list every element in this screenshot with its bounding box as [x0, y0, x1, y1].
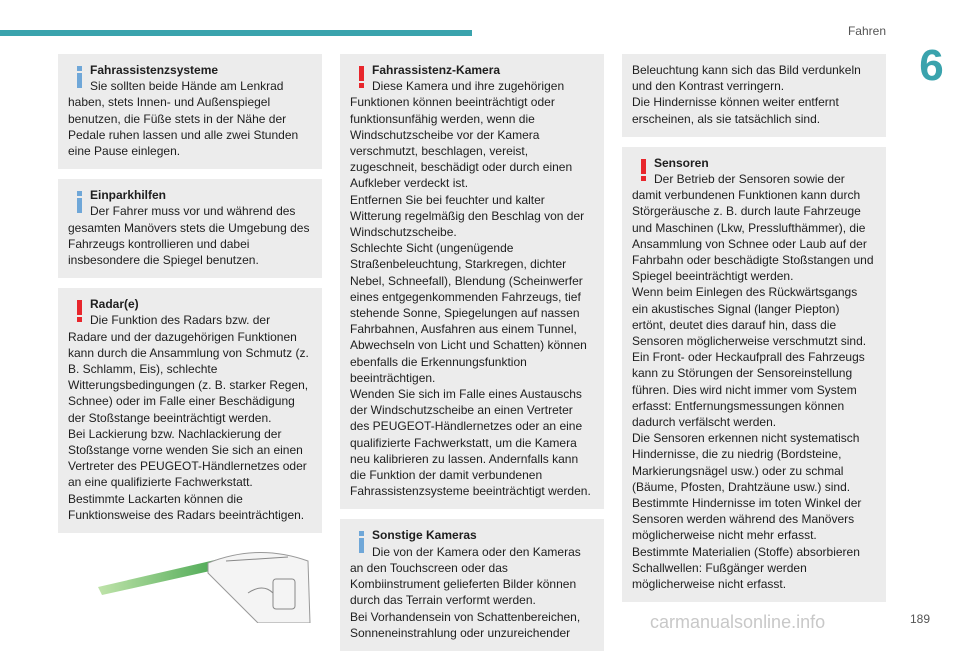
box-paragraph: Die Funktion des Radars bzw. der Radare und der dazugehörigen Funktionen kann durch die Ansammlung von Schmutz (z. B. Schlamm, Eis), schlechte Witterungsbedingungen (z. B. starker Regen, Schnee) oder im Falle einer Beschädigung der Stoßstange beeinträchtigt werden.	[68, 313, 309, 425]
box-paragraph: Ein Front- oder Heckaufprall des Fahrzeugs kann zu Störungen der Sensoreinstellung führen. Dies wird nicht immer vom System erfasst: Entfernungsmessungen können dadurch verfälscht werden.	[632, 350, 865, 430]
box-paragraph: Sie sollten beide Hände am Lenkrad haben, stets Innen- und Außenspiegel benutzen, die Füße stets in der Nähe der Pedale ruhen lassen und alle zwei Stunden eine Pause einlegen.	[68, 79, 299, 159]
info-icon	[354, 531, 374, 553]
box-paragraph: Die von der Kamera oder den Kameras an den Touchscreen oder das Kombiinstrument gelieferten Bilder können durch das Terrain verformt werden.	[350, 544, 581, 608]
warning-box	[58, 288, 322, 533]
box-paragraph: Bei Lackierung bzw. Nachlackierung der Stoßstange vorne wenden Sie sich an einen Vertreter des PEUGEOT-Händlernetzes oder an eine qualifizierte Fachwerkstatt. Bestimmte Lackarten können die Funktionsweise des Radars beeinträchtigen.	[68, 426, 307, 522]
box-title: Fahrassistenz-Kamera	[372, 63, 501, 77]
box-paragraph: Beleuchtung kann sich das Bild verdunkeln und den Kontrast verringern.	[632, 63, 861, 94]
box-paragraph: Bestimmte Hindernisse im toten Winkel der Sensoren werden während des Manövers möglicherweise nicht mehr erfasst.	[632, 496, 862, 543]
text-box	[622, 54, 886, 137]
info-box	[58, 179, 322, 278]
column-1	[58, 54, 322, 623]
box-paragraph: Bei Vorhandensein von Schattenbereichen, Sonneneinstrahlung oder unzureichender	[350, 609, 581, 640]
windshield-camera-illustration	[58, 543, 322, 623]
warning-icon	[354, 66, 374, 88]
header-accent-bar	[0, 30, 472, 36]
box-paragraph: Bestimmte Materialien (Stoffe) absorbieren Schallwellen: Fußgänger werden möglicherweise nicht erfasst.	[632, 544, 860, 592]
warning-icon	[636, 159, 656, 181]
box-paragraph: Der Fahrer muss vor und während des gesamten Manövers stets die Umgebung des Fahrzeugs kontrollieren und dabei insbesondere die Spiegel benutzen.	[68, 204, 310, 268]
warning-icon	[72, 300, 92, 322]
column-2	[340, 54, 604, 661]
section-title: Fahren	[847, 24, 886, 38]
page-number: 189	[909, 612, 930, 626]
info-icon	[72, 191, 92, 213]
box-paragraph: Die Sensoren erkennen nicht systematisch Hindernisse, die zu niedrig (Bordsteine, Markierungsnägel usw.) oder zu schmal (Bäume, Pfosten, Drahtzäune usw.) sind.	[632, 431, 860, 494]
column-3	[622, 54, 886, 612]
box-paragraph: Schlechte Sicht (ungenügende Straßenbeleuchtung, Starkregen, dichter Nebel, Schneefall), Blendung (Scheinwerfer eines entgegenkommenden Fahrzeugs, tief stehende Sonne, Spiegelungen auf nassen Fahrbahnen, Ausfahren aus einem Tunnel, Abwechseln von Licht und Schatten) können ebenfalls die Erkennungsfunktion beeinträchtigen.	[350, 241, 587, 385]
box-paragraph: Wenn beim Einlegen des Rückwärtsgangs ein akustisches Signal (langer Piepton) ertönt, deutet dies darauf hin, dass die Sensoren möglicherweise verschmutzt sind.	[632, 285, 867, 349]
box-paragraph: Entfernen Sie bei feuchter und kalter Witterung regelmäßig den Beschlag von der Windschutzscheibe.	[350, 192, 585, 240]
warning-box	[340, 54, 604, 509]
info-icon	[72, 66, 92, 88]
watermark: carmanualsonline.info	[650, 612, 826, 632]
box-title: Sensoren	[654, 155, 709, 170]
chapter-number: 6	[919, 41, 944, 90]
box-title: Einparkhilfen	[90, 188, 167, 203]
box-paragraph: Die Hindernisse können weiter entfernt erscheinen, als sie tatsächlich sind.	[632, 95, 839, 126]
box-title: Radar(e)	[90, 297, 139, 312]
box-paragraph: Diese Kamera und ihre zugehörigen Funktionen können beeinträchtigt oder funktionsunfähig werden, wenn die Windschutzscheibe vor der Kamera verschmutzt, beschlagen, vereist, zugeschneit, beschädigt oder durch einen Aufkleber verdeckt ist.	[350, 79, 573, 191]
box-title: Fahrassistenzsysteme	[90, 63, 219, 77]
box-paragraph: Wenden Sie sich im Falle eines Austauschs der Windschutzscheibe an einen Vertreter des PEUGEOT-Händlernetzes oder an eine qualifizierte Fachwerkstatt, um die Kamera neu kalibrieren zu lassen. Andernfalls kann die Funktion der damit verbundenen Fahrassistenzsysteme beeinträchtigt werden.	[350, 387, 591, 499]
box-title: Sonstige Kameras	[372, 528, 477, 543]
box-paragraph: Der Betrieb der Sensoren sowie der damit verbundenen Funktionen kann durch Störgeräusche z. B. durch laute Fahrzeuge und Maschinen (Lkw, Presslufthämmer), die Ansammlung von Schnee oder Laub auf der Fahrbahn oder beschädigte Stoßstangen und Spiegel beeinträchtigt werden.	[632, 172, 874, 284]
info-box	[340, 519, 604, 650]
warning-box	[622, 147, 886, 602]
info-box	[58, 54, 322, 169]
